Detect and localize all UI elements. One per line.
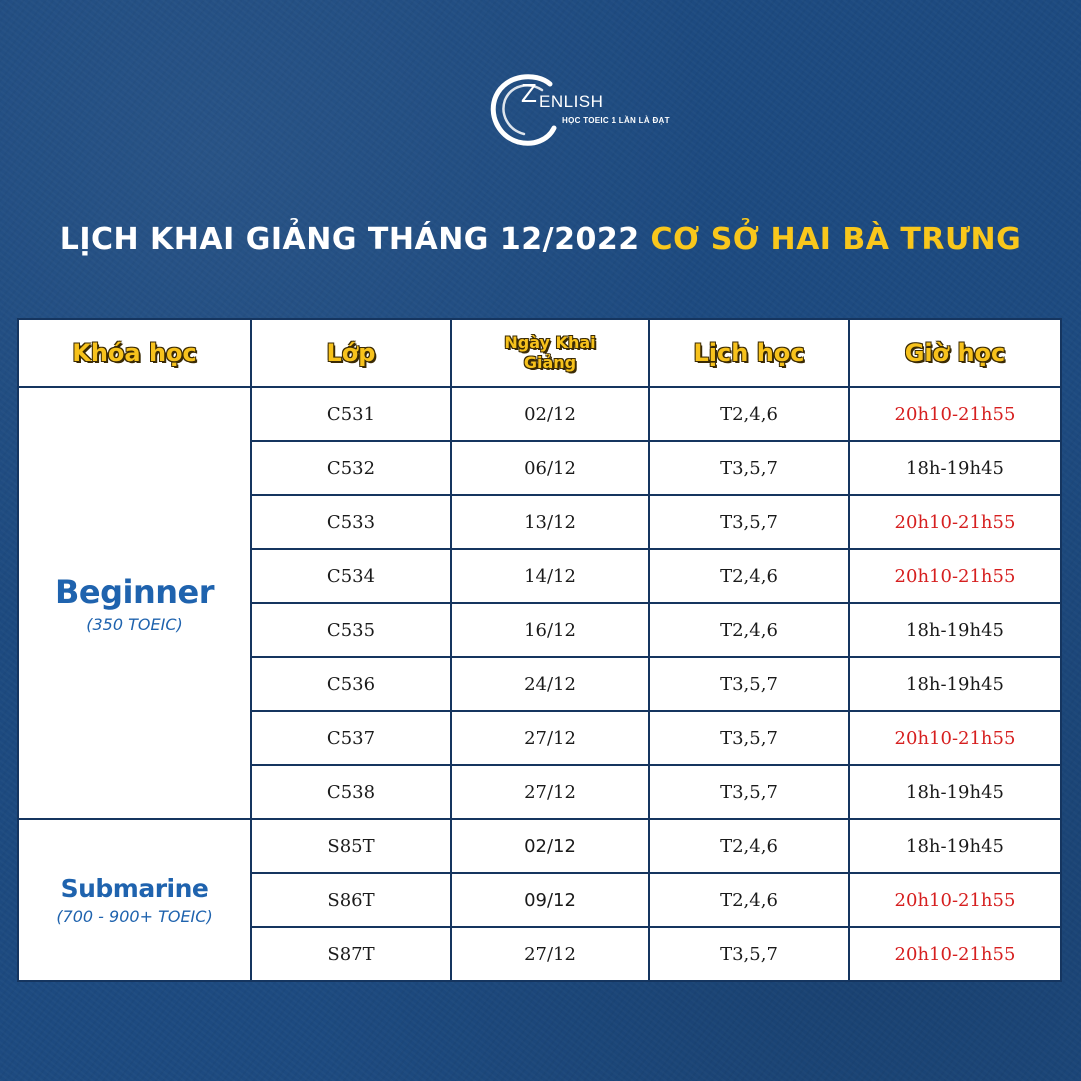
course-cell: [18, 819, 251, 981]
start-date-cell: 24/12: [451, 657, 649, 711]
schedule-days-cell: T3,5,7: [649, 711, 849, 765]
schedule-days-cell: T2,4,6: [649, 549, 849, 603]
course-cell: [18, 387, 251, 819]
class-cell: C532: [251, 441, 451, 495]
schedule-days-cell: T3,5,7: [649, 765, 849, 819]
class-time-cell: 20h10-21h55: [849, 549, 1061, 603]
header-class: Lớp: [251, 319, 451, 387]
schedule-days-cell: T3,5,7: [649, 441, 849, 495]
course-level: (350 TOEIC): [86, 614, 183, 634]
header-start-date: Ngày Khai Giảng: [451, 319, 649, 387]
header-time: Giờ học: [849, 319, 1061, 387]
start-date-cell: 27/12: [451, 765, 649, 819]
logo-brand: ENLISH: [539, 92, 604, 111]
page-title: [0, 222, 1081, 257]
title-location: CƠ SỞ HAI BÀ TRƯNG: [650, 222, 1022, 257]
course-name: Submarine: [60, 874, 209, 903]
schedule-days-cell: T2,4,6: [649, 387, 849, 441]
schedule-table: [17, 318, 1062, 982]
class-time-cell: 18h-19h45: [849, 603, 1061, 657]
logo-initial: Z: [521, 78, 537, 108]
zenlish-logo: [488, 66, 688, 156]
start-date-cell: 13/12: [451, 495, 649, 549]
schedule-days-cell: T3,5,7: [649, 495, 849, 549]
class-time-cell: 18h-19h45: [849, 657, 1061, 711]
class-cell: S85T: [251, 819, 451, 873]
header-course: Khóa học: [18, 319, 251, 387]
start-date-cell: 27/12: [451, 711, 649, 765]
class-time-cell: 18h-19h45: [849, 819, 1061, 873]
class-cell: C533: [251, 495, 451, 549]
class-cell: C536: [251, 657, 451, 711]
start-date-cell: 27/12: [451, 927, 649, 981]
course-name: Beginner: [54, 572, 214, 611]
schedule-days-cell: T2,4,6: [649, 603, 849, 657]
class-time-cell: 18h-19h45: [849, 441, 1061, 495]
start-date-cell: 16/12: [451, 603, 649, 657]
schedule-days-cell: T3,5,7: [649, 657, 849, 711]
class-cell: S87T: [251, 927, 451, 981]
start-date-cell: 02/12: [451, 387, 649, 441]
start-date-cell: 14/12: [451, 549, 649, 603]
class-time-cell: 20h10-21h55: [849, 495, 1061, 549]
table-header-row: [18, 319, 1061, 387]
class-time-cell: 20h10-21h55: [849, 927, 1061, 981]
class-time-cell: 20h10-21h55: [849, 387, 1061, 441]
class-cell: C535: [251, 603, 451, 657]
class-time-cell: 20h10-21h55: [849, 873, 1061, 927]
course-level: (700 - 900+ TOEIC): [56, 907, 213, 926]
class-cell: S86T: [251, 873, 451, 927]
title-main: LỊCH KHAI GIẢNG THÁNG 12/2022: [59, 222, 640, 257]
schedule-days-cell: T2,4,6: [649, 873, 849, 927]
table-row: [18, 387, 1061, 441]
class-cell: C534: [251, 549, 451, 603]
start-date-cell: 06/12: [451, 441, 649, 495]
class-cell: C538: [251, 765, 451, 819]
logo-slogan: HỌC TOEIC 1 LẦN LÀ ĐẠT: [562, 116, 670, 125]
class-time-cell: 18h-19h45: [849, 765, 1061, 819]
table-row: [18, 819, 1061, 873]
class-time-cell: 20h10-21h55: [849, 711, 1061, 765]
header-schedule: Lịch học: [649, 319, 849, 387]
class-cell: C537: [251, 711, 451, 765]
class-cell: C531: [251, 387, 451, 441]
schedule-days-cell: T2,4,6: [649, 819, 849, 873]
schedule-days-cell: T3,5,7: [649, 927, 849, 981]
start-date-cell: 02/12: [451, 819, 649, 873]
start-date-cell: 09/12: [451, 873, 649, 927]
